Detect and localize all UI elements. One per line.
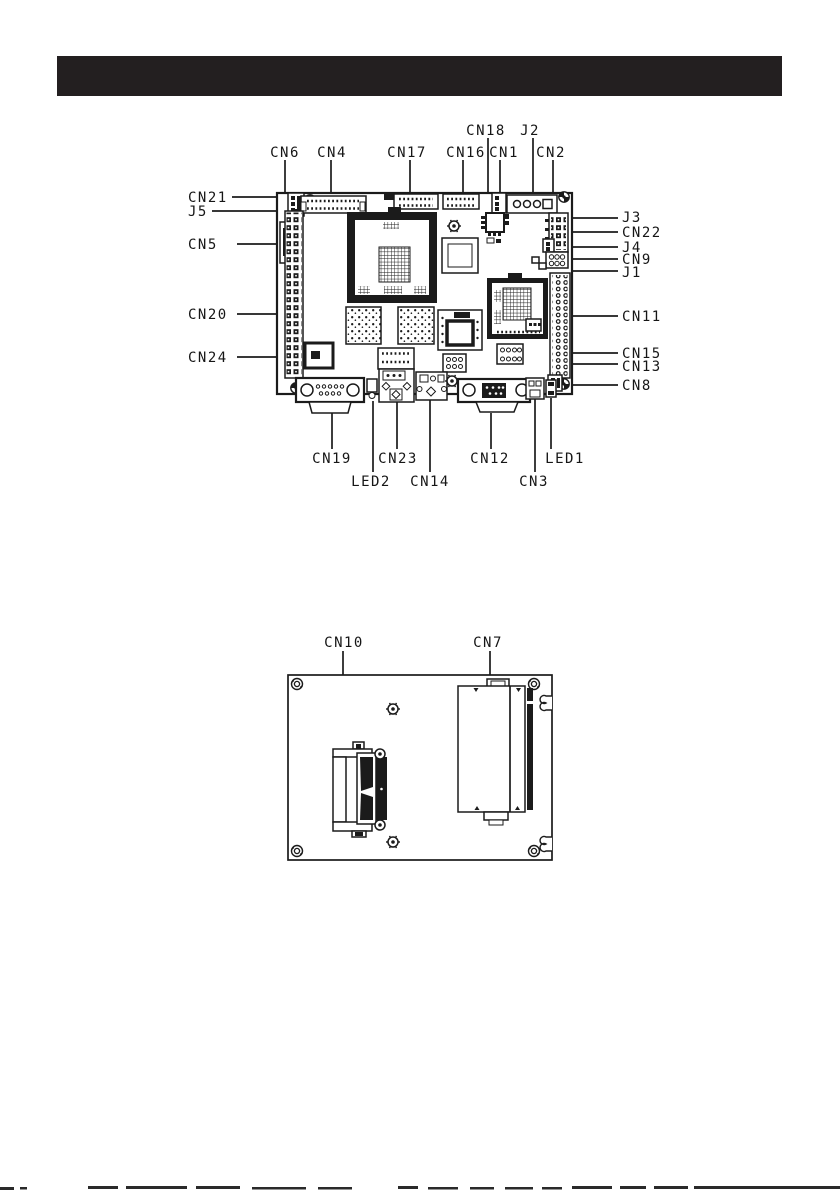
connector-cn16	[443, 194, 479, 209]
label-j3: J3	[622, 210, 642, 226]
label-cn12: CN12	[470, 451, 510, 467]
mounting-hole	[292, 846, 303, 857]
label-led1: LED1	[545, 451, 585, 467]
jumper-j2	[526, 319, 541, 331]
board-tab	[384, 193, 394, 200]
label-cn1: CN1	[489, 145, 519, 161]
led1	[546, 380, 556, 397]
label-led2: LED2	[351, 474, 391, 490]
label-j5: J5	[188, 204, 208, 220]
label-cn14: CN14	[410, 474, 450, 490]
figure-front	[188, 123, 662, 490]
mounting-hole	[529, 846, 540, 857]
header-bar	[57, 56, 782, 96]
socket-chip	[438, 310, 482, 350]
label-cn16: CN16	[446, 145, 486, 161]
mounting-hole	[292, 679, 303, 690]
label-cn13: CN13	[622, 359, 662, 375]
label-j2: J2	[520, 123, 540, 139]
dsub-connector-cn19	[296, 378, 364, 413]
dsub-connector-cn12	[458, 379, 530, 412]
jumper-j4	[543, 239, 554, 252]
label-cn23: CN23	[378, 451, 418, 467]
jack-connector-cn23	[379, 369, 414, 402]
connector-cn9	[546, 252, 568, 268]
label-cn9: CN9	[622, 252, 652, 268]
pin-header-cn11	[550, 273, 570, 378]
edge-clip	[540, 837, 552, 852]
label-cn5: CN5	[188, 237, 218, 253]
qfp-chip	[442, 238, 478, 273]
connector-cn17	[394, 194, 438, 209]
sodimm-socket-cn7	[458, 679, 533, 825]
led2	[367, 379, 377, 399]
memory-chip	[398, 307, 434, 344]
mounting-hole	[559, 192, 569, 202]
connector-cn13	[443, 354, 466, 372]
label-cn15: CN15	[622, 346, 662, 362]
compactflash-socket-cn10	[333, 742, 387, 837]
cpu-chip	[347, 207, 437, 303]
usb-connector-cn14	[416, 372, 447, 400]
label-cn4: CN4	[317, 145, 347, 161]
label-cn24: CN24	[188, 350, 228, 366]
label-cn18: CN18	[466, 123, 506, 139]
label-cn22: CN22	[622, 225, 662, 241]
connector-cn4	[301, 196, 366, 213]
connector-cn15	[497, 344, 523, 364]
label-cn11: CN11	[622, 309, 662, 325]
label-cn19: CN19	[312, 451, 352, 467]
label-cn8: CN8	[622, 378, 652, 394]
chip-cn24	[305, 343, 333, 368]
label-cn10: CN10	[324, 635, 364, 651]
edge-clip	[540, 696, 552, 711]
label-cn7: CN7	[473, 635, 503, 651]
mounting-hole	[529, 679, 540, 690]
pin-header-cn20	[285, 211, 303, 378]
label-j4: J4	[622, 240, 642, 256]
connector-cn2	[507, 195, 557, 213]
label-cn2: CN2	[536, 145, 566, 161]
power-connector-cn3	[526, 378, 544, 399]
label-cn6: CN6	[270, 145, 300, 161]
label-cn3: CN3	[519, 474, 549, 490]
memory-chip	[346, 307, 381, 344]
footer-scan-artifact	[0, 1186, 840, 1190]
label-cn20: CN20	[188, 307, 228, 323]
label-cn21: CN21	[188, 190, 228, 206]
connector-cn1	[492, 193, 506, 213]
label-cn17: CN17	[387, 145, 427, 161]
label-j1: J1	[622, 265, 642, 281]
figure-back	[288, 635, 552, 860]
